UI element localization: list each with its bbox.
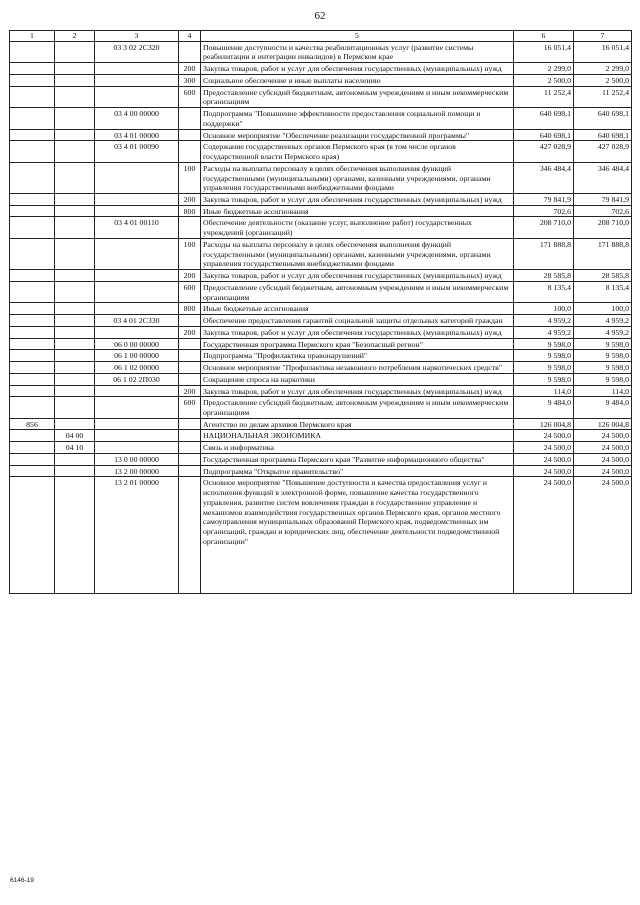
amount-year2-cell: 171 888,8 [574,238,632,269]
amount-year2-cell: 4 959,2 [574,326,632,338]
amount-year2-cell: 126 004,8 [574,418,632,430]
target-article-cell: 06 1 00 00000 [95,350,179,362]
item-name-cell: Государственная программа Пермского края "Безопасный регион" [201,338,514,350]
item-name-cell: Социальное обеспечение и иные выплаты населению [201,74,514,86]
item-name-cell: Предоставление субсидий бюджетным, автономным учреждениям и иным некоммерческим организациям [201,86,514,107]
table-row [10,303,632,315]
amount-year2-cell: 100,0 [574,303,632,315]
section-code-cell [55,205,95,217]
item-name-cell: Подпрограмма "Повышение эффективности предоставления социальной помощи и поддержки" [201,108,514,129]
admin-code-cell [10,270,55,282]
section-code-cell [55,129,95,141]
item-name-cell: Подпрограмма "Профилактика правонарушений" [201,350,514,362]
amount-year2-cell: 702,6 [574,205,632,217]
amount-year2-cell: 9 598,0 [574,373,632,385]
amount-year1-cell: 8 135,4 [514,281,574,302]
amount-year1-cell: 208 710,0 [514,217,574,238]
amount-year2-cell: 346 484,4 [574,162,632,193]
admin-code-cell [10,326,55,338]
expense-type-cell: 200 [179,194,201,206]
section-code-cell [55,141,95,162]
section-code-cell: 04 10 [55,442,95,454]
section-code-cell: 04 00 [55,430,95,442]
item-name-cell: Закупка товаров, работ и услуг для обеспечения государственных (муниципальных) нужд [201,326,514,338]
target-article-cell [95,385,179,397]
admin-code-cell [10,41,55,62]
admin-code-cell [10,303,55,315]
table-row [10,362,632,374]
section-code-cell [55,385,95,397]
item-name-cell: Агентство по делам архивов Пермского края [201,418,514,430]
table-row [10,326,632,338]
target-article-cell [95,194,179,206]
section-code-cell [55,477,95,594]
expense-type-cell: 200 [179,63,201,75]
item-name-cell: Сокращение спроса на наркотики [201,373,514,385]
column-header-7: 7 [574,31,632,42]
expense-type-cell: 800 [179,205,201,217]
header-row [10,31,632,42]
section-code-cell [55,238,95,269]
expense-type-cell [179,362,201,374]
item-name-cell: Предоставление субсидий бюджетным, автономным учреждениям и иным некоммерческим организациям [201,281,514,302]
admin-code-cell [10,108,55,129]
table-row [10,217,632,238]
target-article-cell [95,326,179,338]
admin-code-cell [10,338,55,350]
admin-code-cell [10,74,55,86]
target-article-cell [95,418,179,430]
item-name-cell: Повышение доступности и качества реабилитационных услуг (развитие системы реабилитации и интеграции инвалидов) в Пермском крае [201,41,514,62]
item-name-cell: Государственная программа Пермского края "Развитие информационного общества" [201,453,514,465]
amount-year1-cell: 79 841,9 [514,194,574,206]
amount-year2-cell: 9 598,0 [574,350,632,362]
section-code-cell [55,350,95,362]
amount-year2-cell: 79 841,9 [574,194,632,206]
table-row [10,385,632,397]
amount-year1-cell: 11 252,4 [514,86,574,107]
target-article-cell: 03 4 00 00000 [95,108,179,129]
admin-code-cell [10,397,55,418]
amount-year1-cell: 9 598,0 [514,338,574,350]
admin-code-cell [10,385,55,397]
item-name-cell: Иные бюджетные ассигнования [201,205,514,217]
admin-code-cell [10,477,55,594]
amount-year1-cell: 24 500,0 [514,453,574,465]
item-name-cell: Закупка товаров, работ и услуг для обеспечения государственных (муниципальных) нужд [201,63,514,75]
admin-code-cell [10,194,55,206]
amount-year1-cell: 702,6 [514,205,574,217]
admin-code-cell [10,453,55,465]
target-article-cell [95,430,179,442]
amount-year2-cell: 2 299,0 [574,63,632,75]
expense-type-cell [179,338,201,350]
amount-year2-cell: 2 500,0 [574,74,632,86]
amount-year2-cell: 8 135,4 [574,281,632,302]
target-article-cell: 13 0 00 00000 [95,453,179,465]
admin-code-cell [10,141,55,162]
amount-year2-cell: 114,0 [574,385,632,397]
expense-type-cell [179,373,201,385]
expense-type-cell: 200 [179,385,201,397]
expense-type-cell [179,217,201,238]
amount-year2-cell: 9 598,0 [574,338,632,350]
amount-year2-cell: 24 500,0 [574,477,632,594]
item-name-cell: Содержание государственных органов Пермского края (в том числе органов государственной власти Пермского края) [201,141,514,162]
expense-type-cell [179,453,201,465]
table-row [10,350,632,362]
target-article-cell [95,397,179,418]
amount-year2-cell: 208 710,0 [574,217,632,238]
item-name-cell: Предоставление субсидий бюджетным, автономным учреждениям и иным некоммерческим организациям [201,397,514,418]
target-article-cell: 03 4 01 00090 [95,141,179,162]
expense-type-cell: 100 [179,238,201,269]
target-article-cell: 13 2 00 00000 [95,465,179,477]
table-row [10,270,632,282]
section-code-cell [55,326,95,338]
amount-year1-cell: 9 598,0 [514,373,574,385]
amount-year1-cell: 24 500,0 [514,430,574,442]
section-code-cell [55,41,95,62]
expense-type-cell [179,315,201,327]
expense-type-cell: 200 [179,270,201,282]
table-row [10,129,632,141]
expense-type-cell [179,477,201,594]
target-article-cell [95,238,179,269]
target-article-cell: 06 1 02 2П030 [95,373,179,385]
expense-type-cell: 600 [179,86,201,107]
expense-type-cell [179,350,201,362]
amount-year1-cell: 640 698,1 [514,129,574,141]
target-article-cell [95,63,179,75]
column-header-3: 3 [95,31,179,42]
target-article-cell: 13 2 01 00000 [95,477,179,594]
amount-year1-cell: 171 888,8 [514,238,574,269]
admin-code-cell [10,238,55,269]
section-code-cell [55,315,95,327]
amount-year1-cell: 4 959,2 [514,326,574,338]
expense-type-cell [179,41,201,62]
admin-code-cell [10,205,55,217]
table-row [10,108,632,129]
amount-year2-cell: 28 585,8 [574,270,632,282]
amount-year1-cell: 346 484,4 [514,162,574,193]
table-row [10,63,632,75]
admin-code-cell [10,217,55,238]
amount-year2-cell: 24 500,0 [574,453,632,465]
target-article-cell [95,205,179,217]
item-name-cell: Основное мероприятие "Обеспечение реализации государственной программы" [201,129,514,141]
section-code-cell [55,108,95,129]
amount-year1-cell: 640 698,1 [514,108,574,129]
target-article-cell: 03 4 01 2С330 [95,315,179,327]
column-header-1: 1 [10,31,55,42]
target-article-cell [95,86,179,107]
admin-code-cell [10,315,55,327]
expense-type-cell [179,141,201,162]
table-row [10,74,632,86]
table-row [10,315,632,327]
amount-year1-cell: 24 500,0 [514,465,574,477]
section-code-cell [55,63,95,75]
budget-table [9,30,632,594]
expense-type-cell: 200 [179,326,201,338]
table-row [10,162,632,193]
target-article-cell [95,303,179,315]
table-row [10,453,632,465]
target-article-cell [95,162,179,193]
item-name-cell: Закупка товаров, работ и услуг для обеспечения государственных (муниципальных) нужд [201,270,514,282]
expense-type-cell: 800 [179,303,201,315]
section-code-cell [55,465,95,477]
table-body [10,41,632,594]
item-name-cell: Закупка товаров, работ и услуг для обеспечения государственных (муниципальных) нужд [201,385,514,397]
item-name-cell: НАЦИОНАЛЬНАЯ ЭКОНОМИКА [201,430,514,442]
target-article-cell [95,270,179,282]
admin-code-cell [10,465,55,477]
expense-type-cell: 300 [179,74,201,86]
item-name-cell: Расходы на выплаты персоналу в целях обеспечения выполнения функций государственными (муниципальными) органами, казенными учреждениями, органами управления государственными внебюджетными фондами [201,162,514,193]
table-row [10,465,632,477]
item-name-cell: Обеспечение предоставления гарантий социальной защиты отдельных категорий граждан [201,315,514,327]
expense-type-cell: 600 [179,281,201,302]
section-code-cell [55,74,95,86]
column-header-5: 5 [201,31,514,42]
table-row [10,373,632,385]
admin-code-cell [10,63,55,75]
amount-year2-cell: 4 959,2 [574,315,632,327]
admin-code-cell [10,162,55,193]
section-code-cell [55,270,95,282]
item-name-cell: Основное мероприятие "Профилактика незаконного потребления наркотических средств" [201,362,514,374]
admin-code-cell [10,373,55,385]
table-row [10,205,632,217]
amount-year1-cell: 9 598,0 [514,350,574,362]
admin-code-cell [10,86,55,107]
expense-type-cell: 600 [179,397,201,418]
amount-year1-cell: 28 585,8 [514,270,574,282]
amount-year1-cell: 24 500,0 [514,477,574,594]
expense-type-cell: 100 [179,162,201,193]
amount-year2-cell: 16 051,4 [574,41,632,62]
amount-year2-cell: 640 698,1 [574,108,632,129]
document-code: 6146-19 [10,877,34,884]
table-row [10,194,632,206]
item-name-cell: Основное мероприятие "Повышение доступности и качества предоставления услуг и исполнения функций в электронной форме, повышение качества государственного управления, развитие систем вовлечения граждан в государственное управление и механизмов взаимодействия государственных органов Пермского края, органов местного самоуправления муниципальных образований Пермского края, подведомственных им организаций, граждан и юридических лиц, обеспечение деятельности подведомственной организации" [201,477,514,594]
target-article-cell [95,281,179,302]
admin-code-cell: 856 [10,418,55,430]
amount-year2-cell: 24 500,0 [574,465,632,477]
table-row [10,430,632,442]
admin-code-cell [10,129,55,141]
target-article-cell: 03 4 01 00110 [95,217,179,238]
expense-type-cell [179,108,201,129]
amount-year2-cell: 9 598,0 [574,362,632,374]
amount-year2-cell: 427 028,9 [574,141,632,162]
amount-year1-cell: 16 051,4 [514,41,574,62]
section-code-cell [55,362,95,374]
expense-type-cell [179,418,201,430]
section-code-cell [55,86,95,107]
table-row [10,281,632,302]
target-article-cell [95,74,179,86]
table-row [10,86,632,107]
section-code-cell [55,397,95,418]
section-code-cell [55,338,95,350]
amount-year1-cell: 2 500,0 [514,74,574,86]
section-code-cell [55,217,95,238]
expense-type-cell [179,430,201,442]
table-row [10,338,632,350]
admin-code-cell [10,442,55,454]
table-row [10,442,632,454]
section-code-cell [55,194,95,206]
target-article-cell [95,442,179,454]
amount-year2-cell: 24 500,0 [574,430,632,442]
amount-year2-cell: 640 698,1 [574,129,632,141]
target-article-cell: 03 4 01 00000 [95,129,179,141]
table-row [10,238,632,269]
column-header-2: 2 [55,31,95,42]
section-code-cell [55,373,95,385]
item-name-cell: Связь и информатика [201,442,514,454]
amount-year1-cell: 2 299,0 [514,63,574,75]
item-name-cell: Обеспечение деятельности (оказание услуг, выполнение работ) государственных учреждений (организаций) [201,217,514,238]
page-number: 62 [314,10,326,22]
section-code-cell [55,303,95,315]
target-article-cell: 06 0 00 00000 [95,338,179,350]
item-name-cell: Подпрограмма "Открытое правительство" [201,465,514,477]
amount-year1-cell: 9 484,0 [514,397,574,418]
admin-code-cell [10,350,55,362]
admin-code-cell [10,362,55,374]
expense-type-cell [179,465,201,477]
target-article-cell: 03 3 02 2С320 [95,41,179,62]
table-row [10,141,632,162]
amount-year1-cell: 24 500,0 [514,442,574,454]
amount-year1-cell: 126 004,8 [514,418,574,430]
table-row [10,41,632,62]
column-header-4: 4 [179,31,201,42]
amount-year2-cell: 24 500,0 [574,442,632,454]
table-row [10,418,632,430]
target-article-cell: 06 1 02 00000 [95,362,179,374]
table-row [10,477,632,594]
expense-type-cell [179,442,201,454]
amount-year1-cell: 9 598,0 [514,362,574,374]
item-name-cell: Иные бюджетные ассигнования [201,303,514,315]
section-code-cell [55,162,95,193]
amount-year2-cell: 9 484,0 [574,397,632,418]
amount-year1-cell: 4 959,2 [514,315,574,327]
amount-year2-cell: 11 252,4 [574,86,632,107]
section-code-cell [55,453,95,465]
expense-type-cell [179,129,201,141]
amount-year1-cell: 427 028,9 [514,141,574,162]
admin-code-cell [10,430,55,442]
section-code-cell [55,281,95,302]
table-row [10,397,632,418]
item-name-cell: Расходы на выплаты персоналу в целях обеспечения выполнения функций государственными (муниципальными) органами, казенными учреждениями, органами управления государственными внебюджетными фондами [201,238,514,269]
amount-year1-cell: 100,0 [514,303,574,315]
section-code-cell [55,418,95,430]
item-name-cell: Закупка товаров, работ и услуг для обеспечения государственных (муниципальных) нужд [201,194,514,206]
amount-year1-cell: 114,0 [514,385,574,397]
admin-code-cell [10,281,55,302]
column-header-6: 6 [514,31,574,42]
